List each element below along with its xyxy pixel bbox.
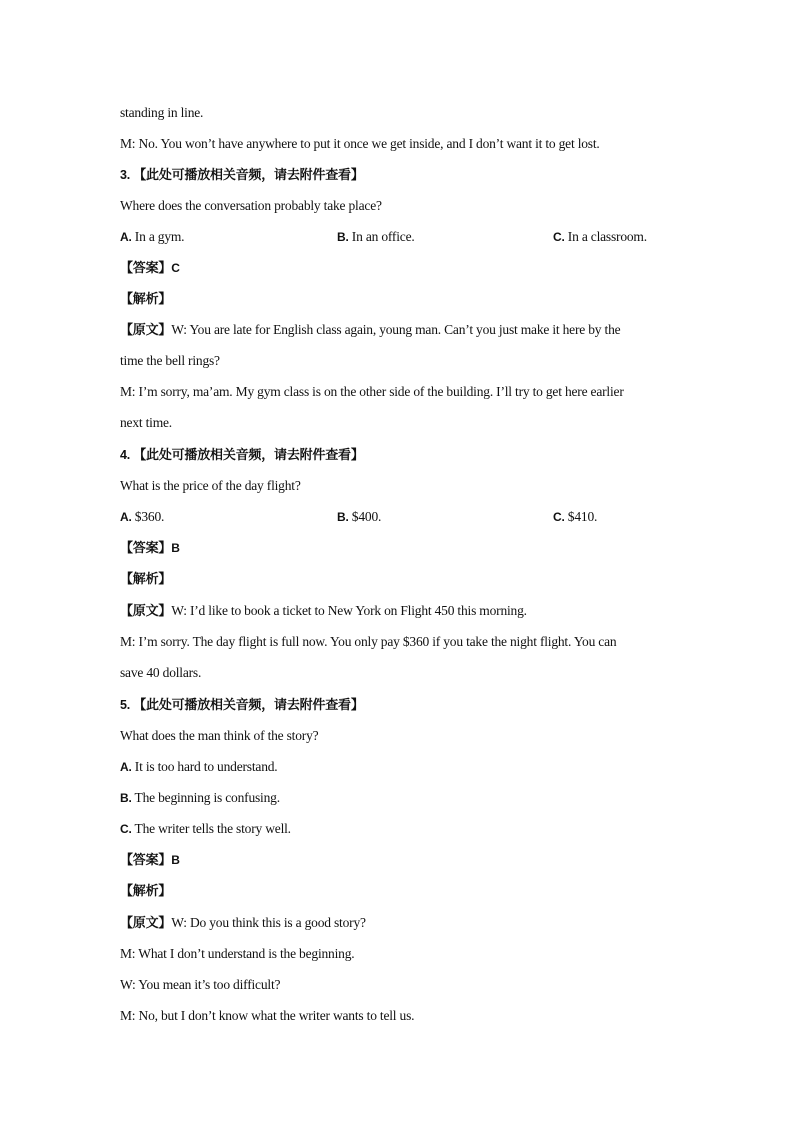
original-tag: 【原文】 <box>120 323 172 338</box>
transcript-line: M: No, but I don’t know what the writer wants to tell us. <box>120 1008 415 1023</box>
option-a: A. $360. <box>120 509 165 524</box>
answer-value: B <box>171 853 180 867</box>
question-header <box>120 167 364 184</box>
intro-line: standing in line. <box>120 105 204 120</box>
transcript-line: 【原文】W: I’d like to book a ticket to New York on Flight 450 this morning. <box>120 603 527 619</box>
answer-tag: 【答案】 <box>120 541 172 556</box>
analysis-tag: 【解析】 <box>120 572 172 587</box>
option-b: B. In an office. <box>337 229 415 244</box>
option-a: A. It is too hard to understand. <box>120 759 278 774</box>
transcript-line: W: You mean it’s too difficult? <box>120 977 281 992</box>
answer-line <box>120 540 180 557</box>
transcript-line: M: I’m sorry. The day flight is full now. You only pay $360 if you take the night flight. You can <box>120 634 617 649</box>
original-tag: 【原文】 <box>120 604 172 619</box>
intro-line: M: No. You won’t have anywhere to put it once we get inside, and I don’t want it to get lost. <box>120 136 600 151</box>
transcript-line: time the bell rings? <box>120 353 220 368</box>
transcript-line: save 40 dollars. <box>120 665 202 680</box>
question-header <box>120 447 364 464</box>
option-c: C. $410. <box>553 509 598 524</box>
analysis-tag: 【解析】 <box>120 292 172 307</box>
option-c: C. The writer tells the story well. <box>120 821 291 836</box>
transcript-line: M: I’m sorry, ma’am. My gym class is on the other side of the building. I’ll try to get here earlier <box>120 384 624 399</box>
answer-line <box>120 260 180 277</box>
question-number: 5. <box>120 698 131 712</box>
answer-tag: 【答案】 <box>120 853 172 868</box>
question-text: What is the price of the day flight? <box>120 478 301 493</box>
question-number: 4. <box>120 448 131 462</box>
audio-note: 【此处可播放相关音频，请去附件查看】 <box>133 698 364 713</box>
answer-line <box>120 852 180 869</box>
question-header <box>120 697 364 714</box>
question-text: What does the man think of the story? <box>120 728 319 743</box>
transcript-line: 【原文】W: Do you think this is a good story? <box>120 915 366 931</box>
transcript-line: M: What I don’t understand is the beginning. <box>120 946 355 961</box>
audio-note: 【此处可播放相关音频，请去附件查看】 <box>133 168 364 183</box>
option-a: A. In a gym. <box>120 229 185 244</box>
question-text: Where does the conversation probably take place? <box>120 198 382 213</box>
transcript-line: 【原文】W: You are late for English class again, young man. Can’t you just make it here by the <box>120 322 621 338</box>
analysis-tag: 【解析】 <box>120 884 172 899</box>
transcript-line: next time. <box>120 415 172 430</box>
audio-note: 【此处可播放相关音频，请去附件查看】 <box>133 448 364 463</box>
option-b: B. $400. <box>337 509 382 524</box>
answer-tag: 【答案】 <box>120 261 172 276</box>
answer-value: B <box>171 541 180 555</box>
question-number: 3. <box>120 168 131 182</box>
answer-value: C <box>171 261 180 275</box>
option-b: B. The beginning is confusing. <box>120 790 280 805</box>
option-c: C. In a classroom. <box>553 229 647 244</box>
original-tag: 【原文】 <box>120 916 172 931</box>
